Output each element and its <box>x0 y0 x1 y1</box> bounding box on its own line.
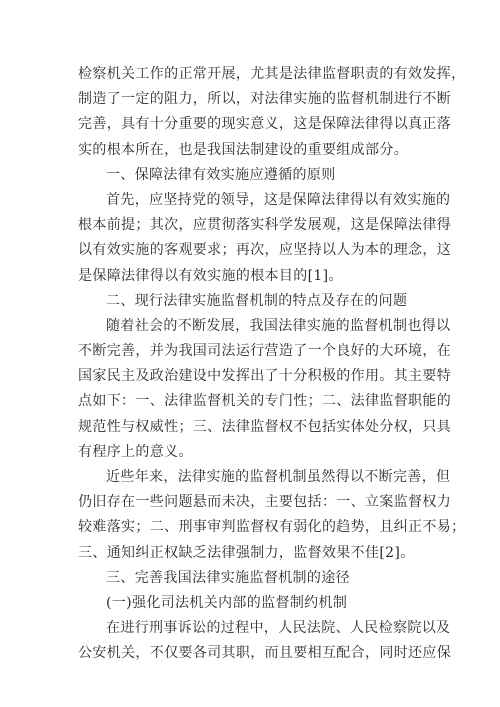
paragraph-first-line: 在进行刑事诉讼的过程中，人民法院、人民检察院以及 <box>106 620 451 637</box>
text-line: 实的根本所在，也是我国法制建设的重要组成部分。 <box>78 141 409 158</box>
paragraph-first-line: 随着社会的不断发展，我国法律实施的监督机制也得以 <box>106 317 451 334</box>
text-line: 较难落实；二、刑事审判监督权有弱化的趋势，且纠正不易； <box>78 519 466 536</box>
text-line: 三、通知纠正权缺乏法律强制力，监督效果不佳[2]。 <box>78 544 415 561</box>
text-line: 以有效实施的客观要求；再次，应坚持以人为本的理念，这 <box>78 242 452 259</box>
section-heading: 二、现行法律实施监督机制的特点及存在的问题 <box>106 292 408 309</box>
text-line: 规范性与权威性；三、法律监督权不包括实体处分权，只具 <box>78 418 452 435</box>
text-line: 制造了一定的阻力，所以，对法律实施的监督机制进行不断 <box>78 91 452 108</box>
text-line: 国家民主及政治建设中发挥出了十分积极的作用。其主要特 <box>78 368 452 385</box>
text-line: 不断完善，并为我国司法运行营造了一个良好的大环境，在 <box>78 343 452 360</box>
text-line: 完善，具有十分重要的现实意义，这是保障法律得以真正落 <box>78 116 452 133</box>
text-line: 仍旧存在一些问题悬而未决，主要包括：一、立案监督权力 <box>78 494 452 511</box>
text-line: 是保障法律得以有效实施的根本目的[1]。 <box>78 267 343 284</box>
paragraph-first-line: 首先，应坚持党的领导，这是保障法律得以有效实施的 <box>106 191 451 208</box>
document-body <box>78 62 466 667</box>
paragraph-first-line: 近些年来，法律实施的监督机制虽然得以不断完善，但 <box>106 469 451 485</box>
section-heading: 三、完善我国法律实施监督机制的途径 <box>106 569 350 586</box>
subsection-heading: (一)强化司法机关内部的监督制约机制 <box>106 594 348 611</box>
section-heading: 一、保障法律有效实施应遵循的原则 <box>106 166 336 183</box>
text-line: 有程序上的意义。 <box>78 443 193 460</box>
text-line: 点如下：一、法律监督机关的专门性；二、法律监督职能的 <box>78 393 452 410</box>
text-line: 公安机关，不仅要各司其职，而且要相互配合，同时还应保 <box>78 645 452 662</box>
text-line: 根本前提；其次，应贯彻落实科学发展观，这是保障法律得 <box>78 217 452 234</box>
text-line: 检察机关工作的正常开展，尤其是法律监督职责的有效发挥， <box>78 66 466 82</box>
